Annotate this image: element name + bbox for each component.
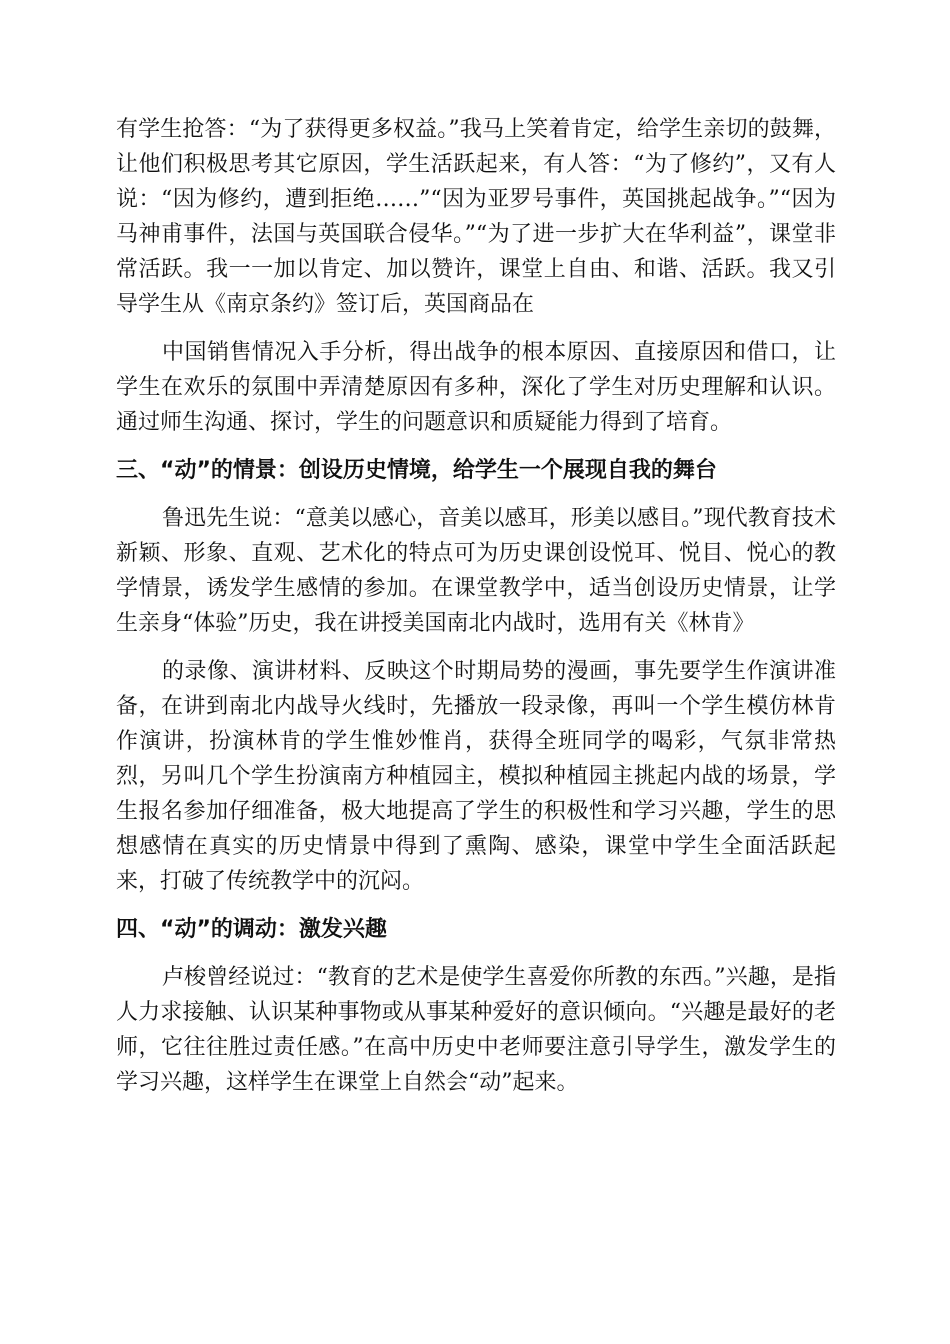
section-heading: 三、“动”的情景：创设历史情境，给学生一个展现自我的舞台 bbox=[116, 458, 717, 483]
body-paragraph: 鲁迅先生说：“意美以感心，音美以感耳，形美以感目。”现代教育技术新颖、形象、直观、艺术化的特点可为历史课创设悦耳、悦目、悦心的教学情景，诱发学生感情的参加。在课堂教学中，适当创设历史情景，让学生亲身“体验”历史，我在讲授美国南北内战时，选用有关《林肯》 bbox=[116, 506, 836, 636]
section-heading: 四、“动”的调动：激发兴趣 bbox=[116, 917, 387, 942]
body-paragraph: 中国销售情况入手分析，得出战争的根本原因、直接原因和借口，让学生在欢乐的氛围中弄清楚原因有多种，深化了学生对历史理解和认识。通过师生沟通、探讨，学生的问题意识和质疑能力得到了培育。 bbox=[116, 340, 836, 435]
body-paragraph: 的录像、演讲材料、反映这个时期局势的漫画，事先要学生作演讲准备，在讲到南北内战导火线时，先播放一段录像，再叫一个学生模仿林肯作演讲，扮演林肯的学生惟妙惟肖，获得全班同学的喝彩，气氛非常热烈，另叫几个学生扮演南方种植园主，模拟种植园主挑起内战的场景，学生报名参加仔细准备，极大地提高了学生的积极性和学习兴趣，学生的思想感情在真实的历史情景中得到了熏陶、感染，课堂中学生全面活跃起来，打破了传统教学中的沉闷。 bbox=[116, 659, 836, 894]
body-paragraph: 有学生抢答：“为了获得更多权益。”我马上笑着肯定，给学生亲切的鼓舞，让他们积极思考其它原因，学生活跃起来，有人答：“为了修约”，又有人说：“因为修约，遭到拒绝……”“因为亚罗号事件，英国挑起战争。”“因为马神甫事件，法国与英国联合侵华。”“为了进一步扩大在华利益”，课堂非常活跃。我一一加以肯定、加以赞许，课堂上自由、和谐、活跃。我又引导学生从《南京条约》签订后，英国商品在 bbox=[116, 117, 836, 317]
body-paragraph: 卢梭曾经说过：“教育的艺术是使学生喜爱你所教的东西。”兴趣，是指人力求接触、认识某种事物或从事某种爱好的意识倾向。“兴趣是最好的老师，它往往胜过责任感。”在高中历史中老师要注意引导学生，激发学生的学习兴趣，这样学生在课堂上自然会“动”起来。 bbox=[116, 965, 836, 1095]
document-page bbox=[116, 112, 836, 1113]
